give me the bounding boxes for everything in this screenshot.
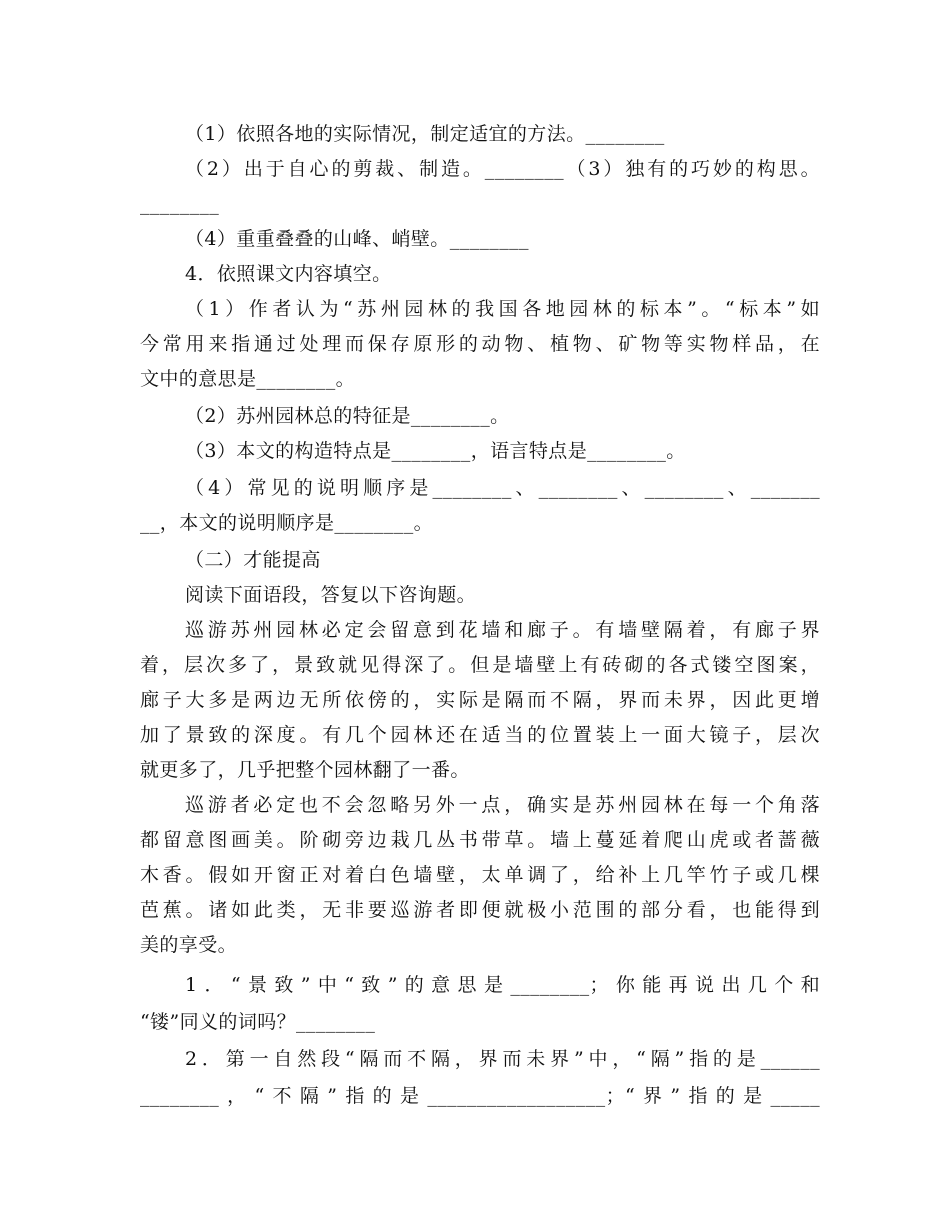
instruction-line: 阅读下面语段，答复以下咨询题。 [185,584,477,606]
passage-line: 着，层次多了，景致就见得深了。但是墙壁上有砖砌的各式镂空图案， [140,654,820,676]
passage-line: 木香。假如开窗正对着白色墙壁，太单调了，给补上几竿竹子或几棵 [140,864,820,886]
text-line: 文中的意思是________。 [140,368,356,390]
passage-line: 美的享受。 [140,934,238,956]
passage-line: 廊子大多是两边无所依傍的，实际是隔而不隔，界而未界，因此更增 [140,689,820,711]
question-line: “镂”同义的词吗？________ [140,1011,376,1033]
question-line: ________，“不隔”指的是__________________；“界”指的是_____ [140,1085,820,1107]
passage-line: 加了景致的深度。有几个园林还在适当的位置装上一面大镜子，层次 [140,724,820,746]
question-heading: 4．依照课文内容填空。 [185,263,392,285]
text-line: （4）重重叠叠的山峰、峭壁。________ [185,228,529,250]
passage-line: 巡游者必定也不会忽略另外一点，确实是苏州园林在每一个角落 [185,794,820,816]
question-line: 2．第一自然段“隔而不隔，界而未界”中，“隔”指的是______ [185,1048,820,1070]
question-line: 1．“景致”中“致”的意思是________；你能再说出几个和 [185,974,820,996]
text-line: __，本文的说明顺序是________。 [140,512,434,534]
text-line: （2）出于自心的剪裁、制造。________（3）独有的巧妙的构思。 [185,158,820,180]
text-line: 今常用来指通过处理而保存原形的动物、植物、矿物等实物样品，在 [140,333,820,355]
text-line: （3）本文的构造特点是________，语言特点是________。 [185,440,686,462]
text-line: ________ [140,193,220,215]
passage-line: 都留意图画美。阶砌旁边栽几丛书带草。墙上蔓延着爬山虎或者蔷薇 [140,829,820,851]
text-line: （2）苏州园林总的特征是________。 [185,405,510,427]
passage-line: 巡游苏州园林必定会留意到花墙和廊子。有墙壁隔着，有廊子界 [185,619,820,641]
text-line: （1）依照各地的实际情况，制定适宜的方法。________ [185,123,665,145]
section-heading: （二）才能提高 [185,549,321,571]
passage-line: 就更多了，几乎把整个园林翻了一番。 [140,759,470,781]
text-line: （4）常见的说明顺序是________、________、________、_______ [185,477,820,499]
text-line: （1）作者认为“苏州园林的我国各地园林的标本”。“标本”如 [185,298,820,320]
passage-line: 芭蕉。诸如此类，无非要巡游者即便就极小范围的部分看，也能得到 [140,899,820,921]
